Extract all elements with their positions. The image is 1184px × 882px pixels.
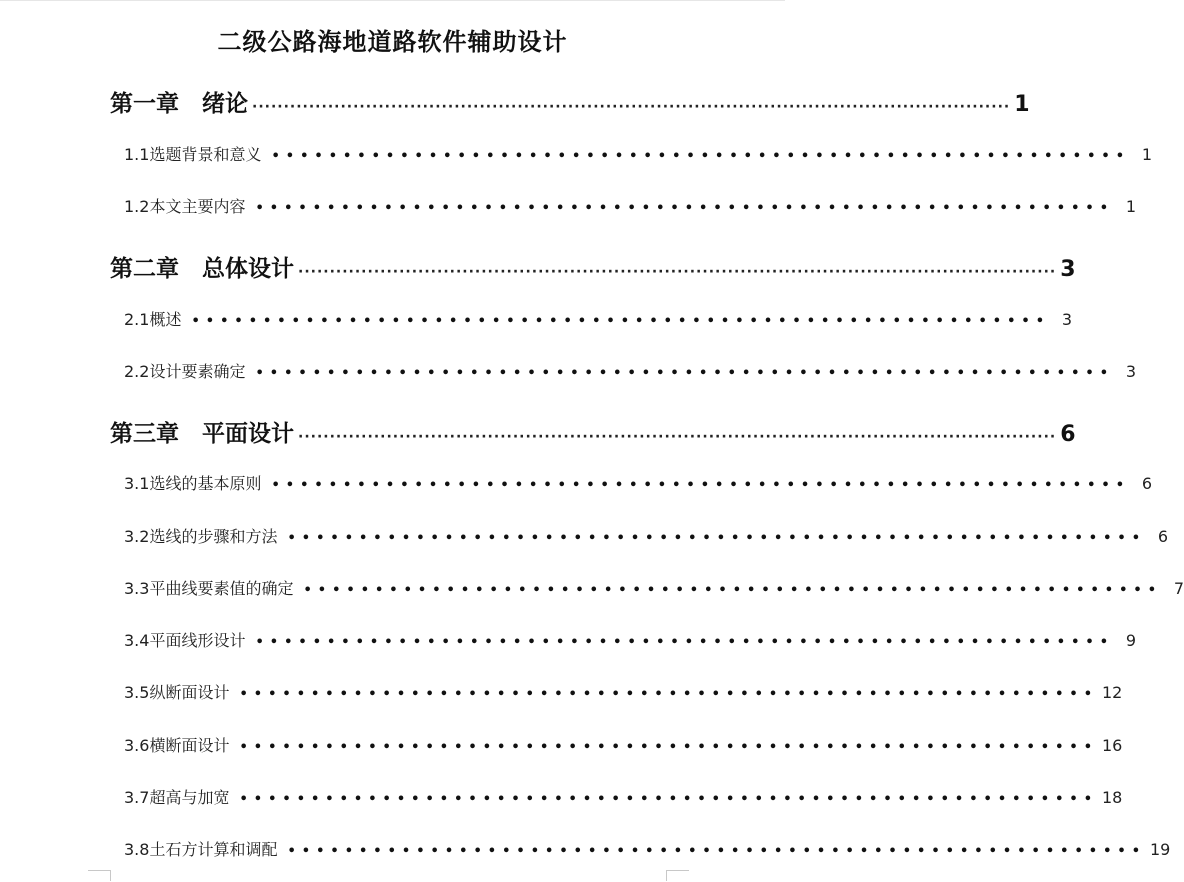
dot-leader: •••••••••••••••••••••••••••••••••••••••••••••••••••••••••••• bbox=[239, 792, 1098, 807]
page-corner-mark-right bbox=[666, 870, 689, 881]
dot-leader: •••••••••••••••••••••••••••••••••••••••••••••••••••••••••••• bbox=[239, 740, 1098, 755]
toc-entry-section-3-5[interactable] bbox=[124, 680, 1123, 703]
toc-page-number: 1 bbox=[1125, 197, 1136, 216]
toc-entry-chapter-3[interactable] bbox=[110, 415, 1076, 448]
toc-page-number: 18 bbox=[1102, 788, 1123, 807]
toc-page-number: 9 bbox=[1125, 631, 1136, 650]
toc-entry-label: 2.1概述 bbox=[124, 310, 182, 329]
toc-page-number: 6 bbox=[1141, 474, 1152, 493]
dot-leader: •••••••••••••••••••••••••••••••••••••••••••••••••••••••••••• bbox=[255, 366, 1114, 381]
page-top-border bbox=[0, 0, 785, 1]
toc-entry-label: 第二章 总体设计 bbox=[110, 256, 294, 282]
dot-leader: •••••••••••••••••••••••••••••••••••••••••••••••••••••••••••• bbox=[271, 149, 1130, 164]
page-corner-mark-left bbox=[88, 870, 111, 881]
toc-entry-label: 3.1选线的基本原则 bbox=[124, 474, 262, 493]
toc-page-number: 7 bbox=[1173, 579, 1184, 598]
toc-page-number: 1 bbox=[1141, 145, 1152, 164]
toc-entry-label: 第三章 平面设计 bbox=[110, 421, 294, 447]
toc-entry-section-2-2[interactable] bbox=[124, 359, 1136, 382]
toc-entry-label: 3.7超高与加宽 bbox=[124, 788, 230, 807]
toc-page-number: 3 bbox=[1060, 257, 1076, 282]
toc-entry-section-3-7[interactable] bbox=[124, 785, 1123, 808]
dot-leader: •••••••••••••••••••••••••••••••••••••••••••••••••••••••••••• bbox=[191, 314, 1050, 329]
toc-page-number: 3 bbox=[1061, 310, 1072, 329]
toc-page-number: 12 bbox=[1102, 683, 1123, 702]
toc-entry-label: 3.6横断面设计 bbox=[124, 736, 230, 755]
toc-entry-label: 3.8土石方计算和调配 bbox=[124, 840, 278, 859]
toc-page-number: 19 bbox=[1150, 840, 1171, 859]
toc-entry-label: 3.4平面线形设计 bbox=[124, 631, 246, 650]
toc-entry-section-3-4[interactable] bbox=[124, 628, 1136, 651]
dot-leader: •••••••••••••••••••••••••••••••••••••••••••••••••••••••••••• bbox=[287, 531, 1146, 546]
toc-entry-label: 1.1选题背景和意义 bbox=[124, 145, 262, 164]
dot-leader: ························································································································ bbox=[298, 429, 1057, 445]
dot-leader: ························································································································ bbox=[298, 264, 1057, 280]
toc-entry-section-3-1[interactable] bbox=[124, 471, 1152, 494]
toc-entry-section-3-2[interactable] bbox=[124, 524, 1168, 547]
toc-page-number: 3 bbox=[1125, 362, 1136, 381]
toc-entry-label: 3.2选线的步骤和方法 bbox=[124, 527, 278, 546]
toc-entry-label: 2.2设计要素确定 bbox=[124, 362, 246, 381]
toc-entry-chapter-2[interactable] bbox=[110, 250, 1076, 283]
toc-entry-chapter-1[interactable] bbox=[110, 85, 1030, 118]
toc-entry-label: 1.2本文主要内容 bbox=[124, 197, 246, 216]
dot-leader: •••••••••••••••••••••••••••••••••••••••••••••••••••••••••••• bbox=[239, 687, 1098, 702]
toc-page-number: 6 bbox=[1060, 422, 1076, 447]
toc-page-number: 16 bbox=[1102, 736, 1123, 755]
toc-entry-label: 3.5纵断面设计 bbox=[124, 683, 230, 702]
toc-entry-section-1-1[interactable] bbox=[124, 142, 1152, 165]
dot-leader: •••••••••••••••••••••••••••••••••••••••••••••••••••••••••••• bbox=[287, 844, 1146, 859]
toc-entry-section-3-6[interactable] bbox=[124, 733, 1123, 756]
toc-entry-section-3-8[interactable] bbox=[124, 837, 1171, 860]
dot-leader: •••••••••••••••••••••••••••••••••••••••••••••••••••••••••••• bbox=[255, 201, 1114, 216]
toc-entry-section-1-2[interactable] bbox=[124, 194, 1136, 217]
toc-entry-label: 第一章 绪论 bbox=[110, 91, 248, 117]
toc-entry-section-3-3[interactable] bbox=[124, 576, 1184, 599]
toc-entry-label: 3.3平曲线要素值的确定 bbox=[124, 579, 294, 598]
dot-leader: ························································································································ bbox=[252, 99, 1011, 115]
dot-leader: •••••••••••••••••••••••••••••••••••••••••••••••••••••••••••• bbox=[303, 583, 1162, 598]
toc-page-number: 1 bbox=[1014, 92, 1030, 117]
dot-leader: •••••••••••••••••••••••••••••••••••••••••••••••••••••••••••• bbox=[271, 478, 1130, 493]
toc-entry-section-2-1[interactable] bbox=[124, 307, 1072, 330]
document-title: 二级公路海地道路软件辅助设计 bbox=[217, 28, 568, 56]
toc-page-number: 6 bbox=[1157, 527, 1168, 546]
dot-leader: •••••••••••••••••••••••••••••••••••••••••••••••••••••••••••• bbox=[255, 635, 1114, 650]
